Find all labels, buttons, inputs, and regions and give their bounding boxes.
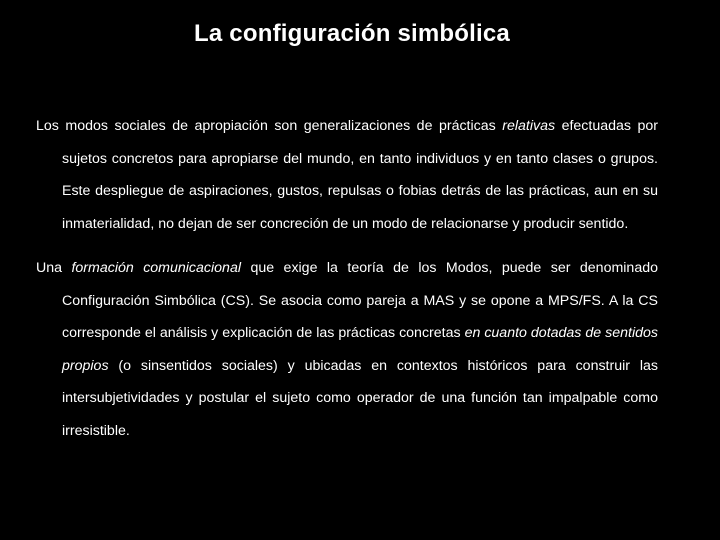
paragraph-run: que exige la teoría de los Modos, puede ser denominado Configuración Simbólica (CS). Se asocia como pareja a MAS y se opone a MPS/FS. A la CS corresponde el análisis y explicación de las prácticas concretas — [62, 260, 658, 341]
paragraph-run: Una — [36, 260, 72, 276]
slide-title: La configuración simbólica — [194, 20, 510, 47]
slide-body — [36, 110, 658, 459]
paragraph-run: (o sinsentidos sociales) y ubicadas en contextos históricos para construir las intersubjetividades y postular el sujeto como operador de una función tan impalpable como irresistible. — [62, 357, 658, 439]
paragraph-run-italic: relativas — [502, 118, 556, 134]
paragraph-modos-sociales — [36, 110, 658, 240]
paragraph-run-italic: en cuanto dotadas de sentidos propios — [62, 325, 658, 374]
paragraph-run-italic: formación comunicacional — [71, 260, 241, 276]
paragraph-formacion-comunicacional — [36, 252, 658, 447]
paragraph-run: Los modos sociales de apropiación son generalizaciones de prácticas — [36, 118, 503, 134]
paragraph-run: efectuadas por sujetos concretos para apropiarse del mundo, en tanto individuos y en tanto clases o grupos. Este despliegue de aspiraciones, gustos, repulsas o fobias detrás de las prácticas, aun en su inmaterialidad, no dejan de ser concreción de un modo de relacionarse y producir sentido. — [62, 118, 658, 232]
